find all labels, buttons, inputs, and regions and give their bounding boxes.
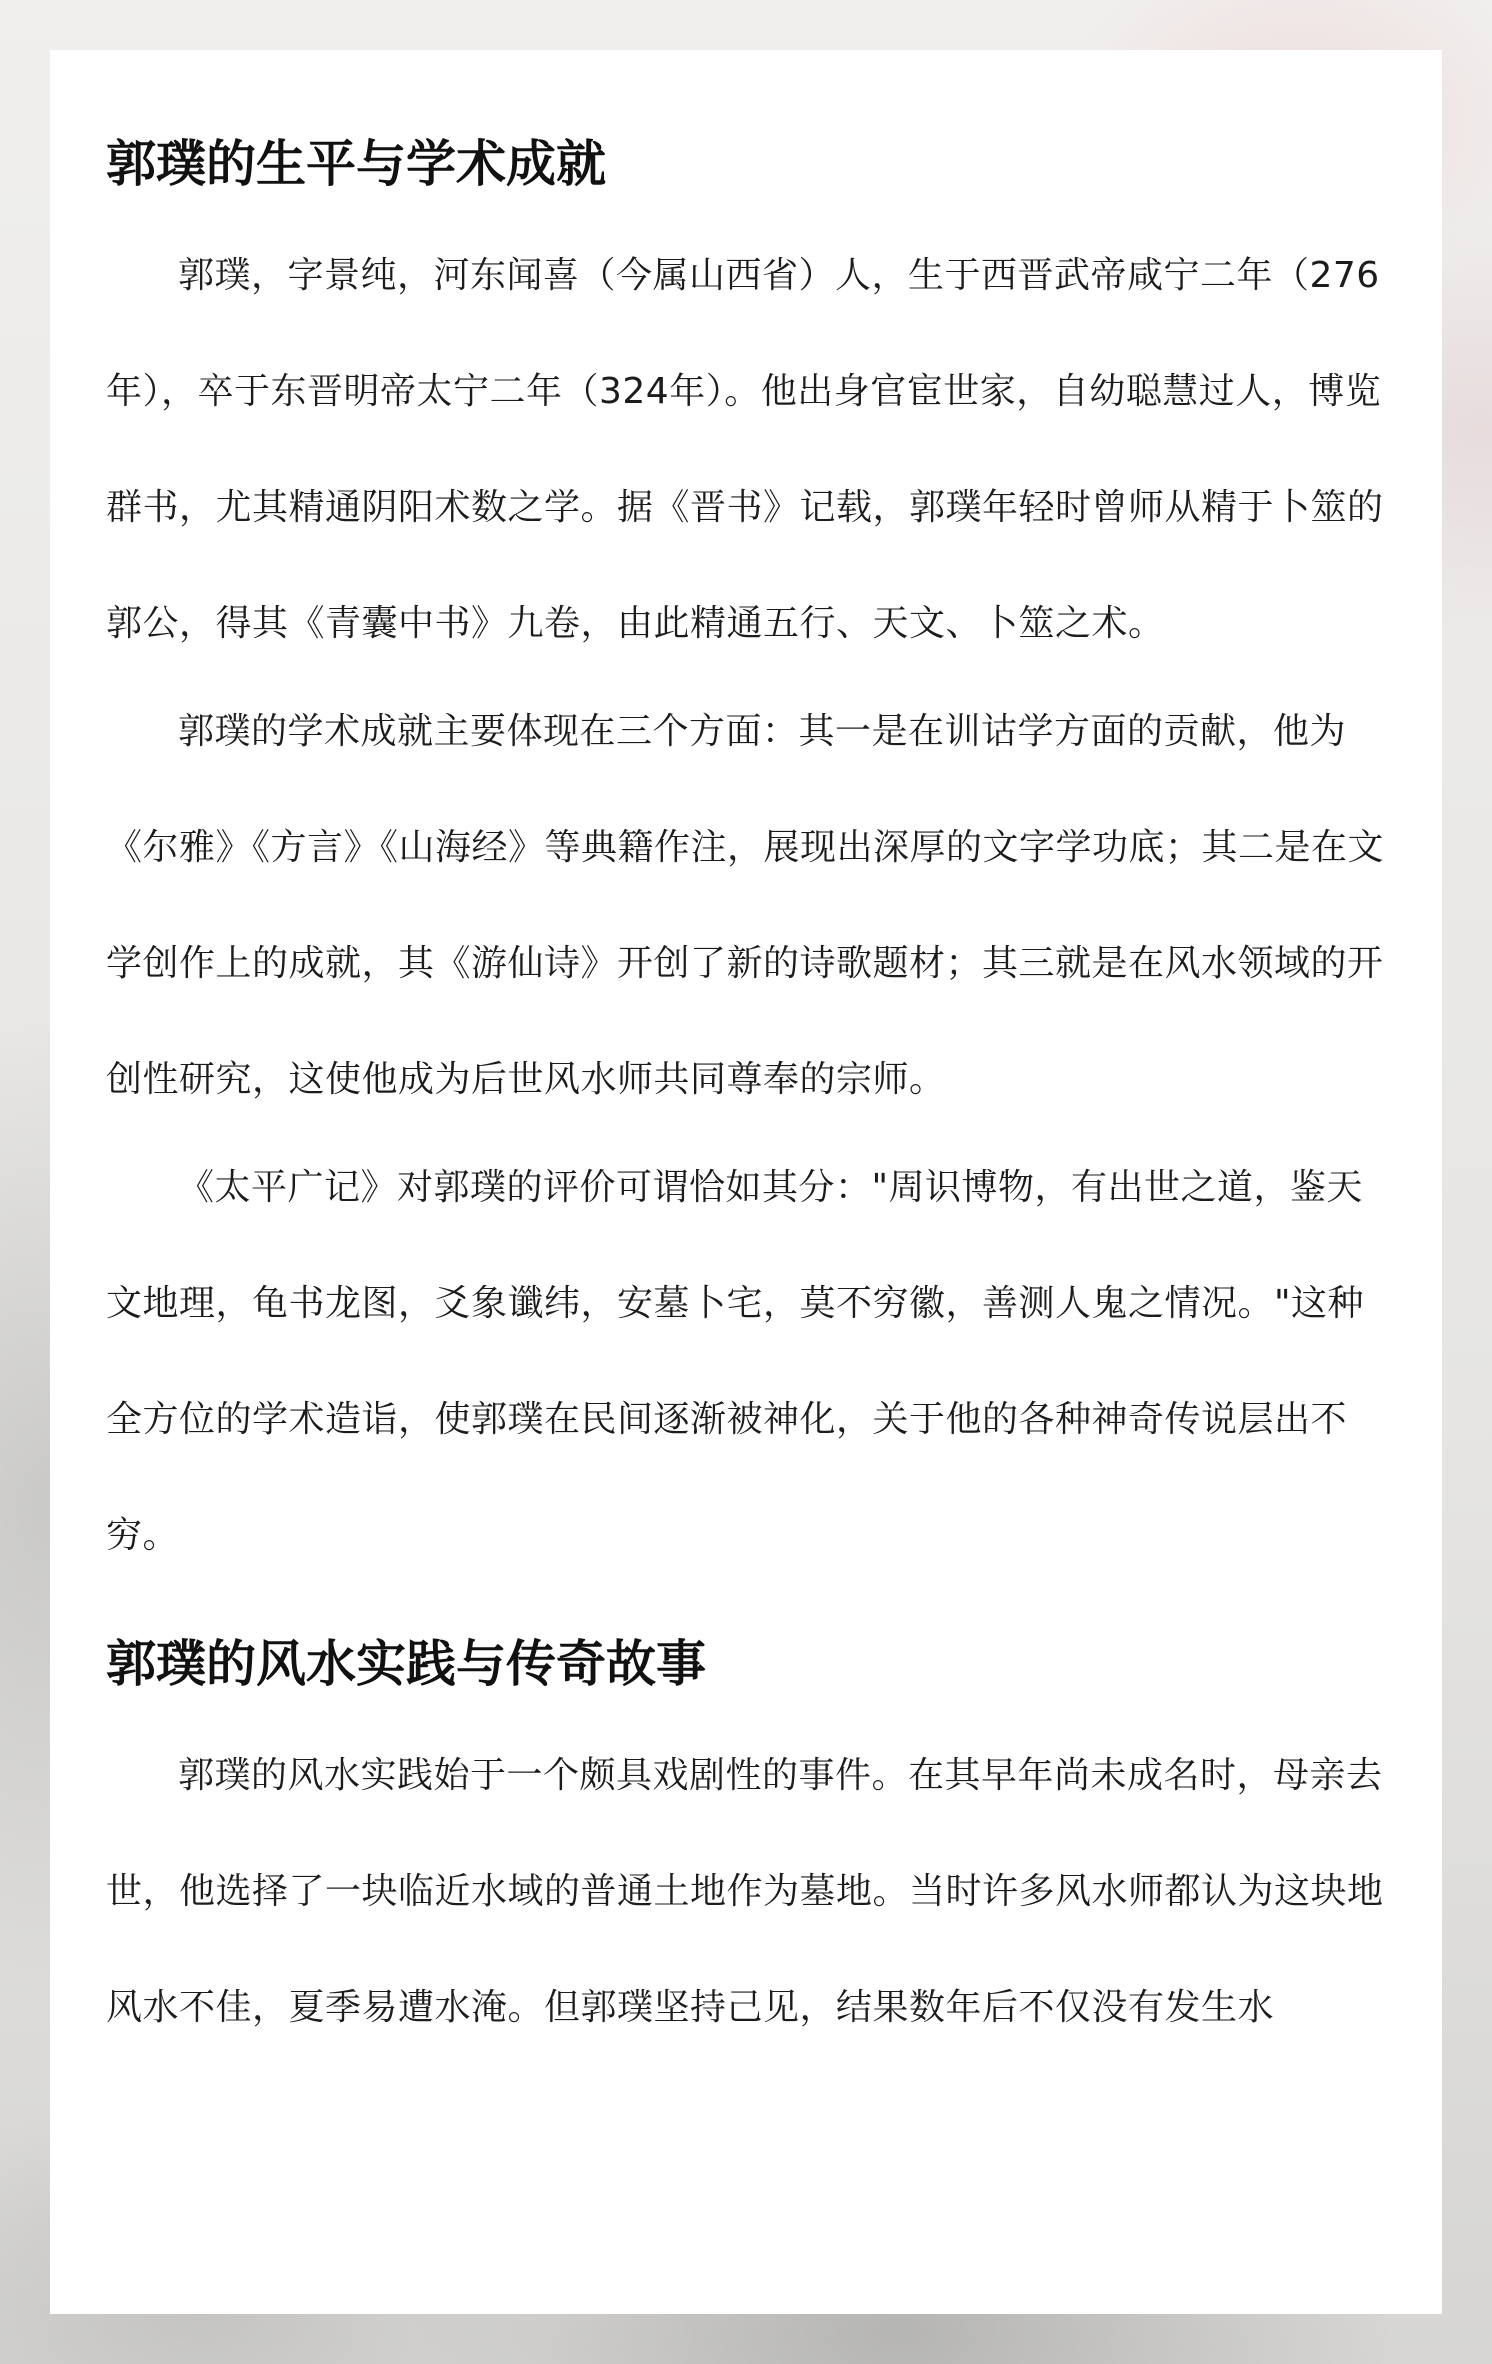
section-heading-biography: 郭璞的生平与学术成就 — [106, 135, 606, 193]
section-heading-fengshui-practice: 郭璞的风水实践与传奇故事 — [106, 1635, 706, 1693]
paragraph-fengshui-story: 郭璞的风水实践始于一个颇具戏剧性的事件。在其早年尚未成名时，母亲去世，他选择了一块临近水域的普通土地作为墓地。当时许多风水师都认为这块地风水不佳，夏季易遭水淹。但郭璞坚持己见，结果数年后不仅没有发生水 — [106, 1755, 1384, 2028]
paragraph-taiping-guangji-quote: 《太平广记》对郭璞的评价可谓恰如其分："周识博物，有出世之道，鉴天文地理，龟书龙图，爻象谶纬，安墓卜宅，莫不穷徽，善测人鬼之情况。"这种全方位的学术造诣，使郭璞在民间逐渐被神化，关于他的各种神奇传说层出不穷。 — [106, 1167, 1365, 1556]
article-card — [50, 50, 1442, 2314]
paragraph-academic-achievements: 郭璞的学术成就主要体现在三个方面：其一是在训诂学方面的贡献，他为《尔雅》《方言》《山海经》等典籍作注，展现出深厚的文字学功底；其二是在文学创作上的成就，其《游仙诗》开创了新的诗歌题材；其三就是在风水领域的开创性研究，这使他成为后世风水师共同尊奉的宗师。 — [106, 711, 1385, 1100]
paragraph-biography-intro: 郭璞，字景纯，河东闻喜（今属山西省）人，生于西晋武帝咸宁二年（276年），卒于东晋明帝太宁二年（324年）。他出身官宦世家，自幼聪慧过人，博览群书，尤其精通阴阳术数之学。据《晋书》记载，郭璞年轻时曾师从精于卜筮的郭公，得其《青囊中书》九卷，由此精通五行、天文、卜筮之术。 — [106, 255, 1384, 644]
